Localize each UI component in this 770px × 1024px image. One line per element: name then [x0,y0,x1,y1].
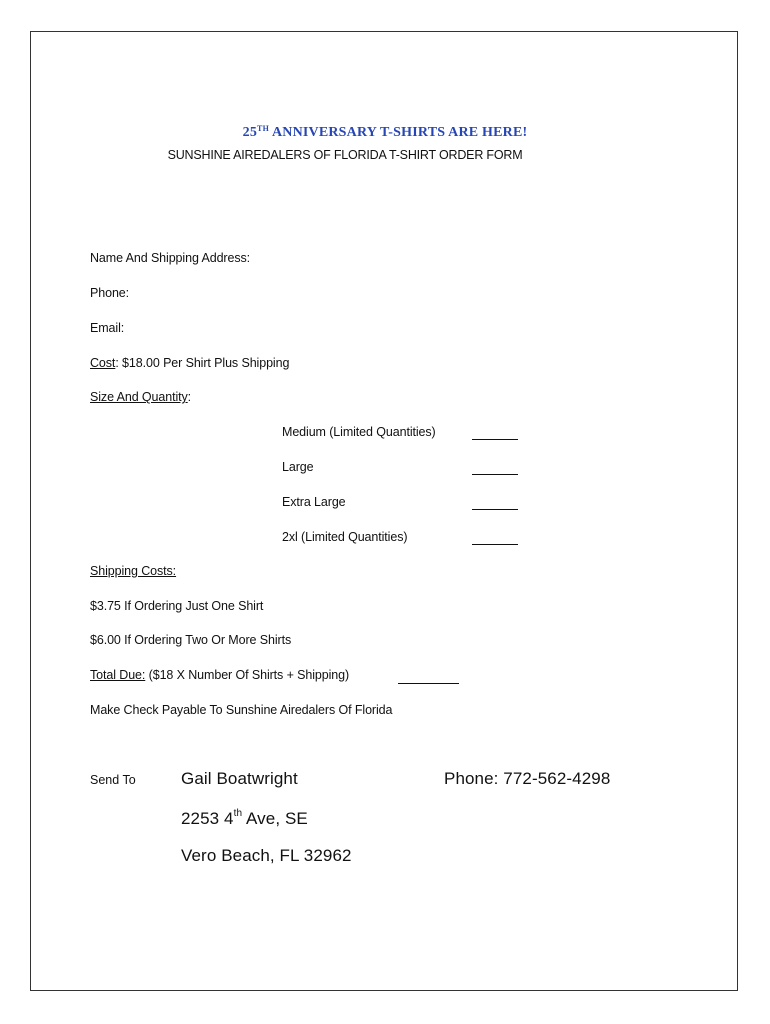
title-superscript: TH [257,124,270,133]
total-due-formula: ($18 X Number Of Shirts + Shipping) [145,668,350,682]
street-number: 2253 4 [181,809,234,828]
street-superscript: th [233,808,243,819]
title-text: ANNIVERSARY T-SHIRTS ARE HERE! [269,125,528,140]
size-large-label: Large [282,460,314,474]
cost-label: Cost [90,356,116,370]
recipient-name: Gail Boatwright [181,769,298,788]
phone-field: Phone: [90,286,130,300]
size-medium-blank[interactable] [472,439,518,440]
size-2xl-blank[interactable] [472,544,518,545]
title-number: 25 [242,125,258,140]
shipping-two-more: $6.00 If Ordering Two Or More Shirts [90,633,292,647]
size-quantity-label: Size And Quantity [90,390,188,404]
email-field: Email: [90,321,125,335]
total-due-label: Total Due: [90,668,146,682]
cost-value: : $18.00 Per Shirt Plus Shipping [115,356,290,370]
recipient-city: Vero Beach, FL 32962 [181,846,352,865]
shipping-one-shirt: $3.75 If Ordering Just One Shirt [90,599,264,613]
name-address-field: Name And Shipping Address: [90,251,251,265]
send-to-label: Send To [90,773,136,787]
size-large-blank[interactable] [472,474,518,475]
total-due-blank[interactable] [398,683,459,684]
recipient-street [181,808,308,829]
total-due-line [90,668,349,682]
size-2xl-label: 2xl (Limited Quantities) [282,530,408,544]
page-subtitle: SUNSHINE AIREDALERS OF FLORIDA T-SHIRT ORDER FORM [167,148,523,162]
street-rest: Ave, SE [242,809,308,828]
page-title [0,124,770,141]
cost-line [90,356,289,370]
size-quantity-colon: : [187,390,192,404]
form-page-border [30,31,738,991]
size-medium-label: Medium (Limited Quantities) [282,425,436,439]
size-xl-label: Extra Large [282,495,346,509]
payable-note: Make Check Payable To Sunshine Airedalers Of Florida [90,703,393,717]
size-quantity-heading [90,390,191,404]
contact-phone: Phone: 772-562-4298 [444,769,611,788]
shipping-costs-heading: Shipping Costs: [90,564,177,578]
size-xl-blank[interactable] [472,509,518,510]
